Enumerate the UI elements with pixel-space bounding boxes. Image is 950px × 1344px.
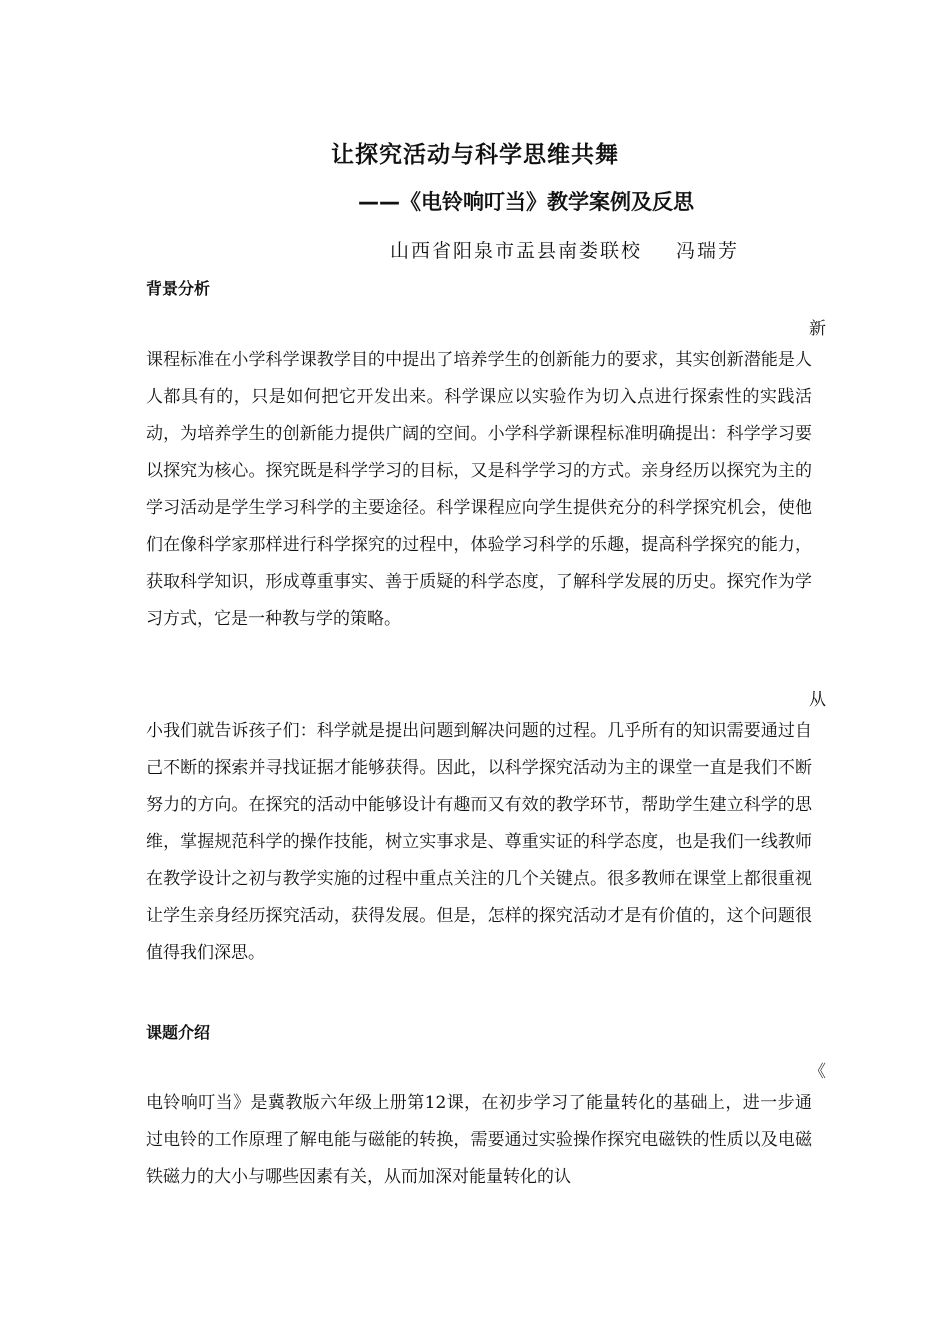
author-name: 冯瑞芳	[676, 240, 740, 262]
paragraph-background-2: 小我们就告诉孩子们：科学就是提出问题到解决问题的过程。几乎所有的知识需要通过自己不断的探索并寻找证据才能够获得。因此，以科学探究活动为主的课堂一直是我们不断努力的方向。在探究的活动中能够设计有趣而又有效的教学环节，帮助学生建立科学的思维，掌握规范科学的操作技能，树立实事求是、尊重实证的科学态度，也是我们一线教师在教学设计之初与教学实施的过程中重点关注的几个关键点。很多教师在课堂上都很重视让学生亲身经历探究活动，获得发展。但是，怎样的探究活动才是有价值的，这个问题很值得我们深思。	[146, 721, 812, 963]
section-heading-topic: 课题介绍	[146, 1023, 211, 1042]
paragraph-first-char: 从	[809, 690, 826, 710]
paragraph-topic-1: 电铃响叮当》是冀教版六年级上册第12课，在初步学习了能量转化的基础上，进一步通过电铃的工作原理了解电能与磁能的转换，需要通过实验操作探究电磁铁的性质以及电磁铁磁力的大小与哪些因素有关，从而加深对能量转化的认	[146, 1093, 812, 1187]
paragraph-first-char: 《	[809, 1062, 826, 1082]
section-heading-background: 背景分析	[146, 279, 211, 298]
author-affiliation: 山西省阳泉市盂县南娄联校	[390, 240, 643, 262]
document-subtitle: ——《电铃响叮当》教学案例及反思	[358, 190, 694, 214]
paragraph-first-char: 新	[809, 319, 826, 339]
paragraph-background-1: 课程标准在小学科学课教学目的中提出了培养学生的创新能力的要求，其实创新潜能是人人都具有的，只是如何把它开发出来。科学课应以实验作为切入点进行探索性的实践活动，为培养学生的创新能力提供广阔的空间。小学科学新课程标准明确提出：科学学习要以探究为核心。探究既是科学学习的目标，又是科学学习的方式。亲身经历以探究为主的学习活动是学生学习科学的主要途径。科学课程应向学生提供充分的科学探究机会，使他们在像科学家那样进行科学探究的过程中，体验学习科学的乐趣，提高科学探究的能力，获取科学知识，形成尊重事实、善于质疑的科学态度，了解科学发展的历史。探究作为学习方式，它是一种教与学的策略。	[146, 350, 812, 629]
document-title: 让探究活动与科学思维共舞	[331, 142, 619, 168]
author-line	[390, 236, 739, 263]
